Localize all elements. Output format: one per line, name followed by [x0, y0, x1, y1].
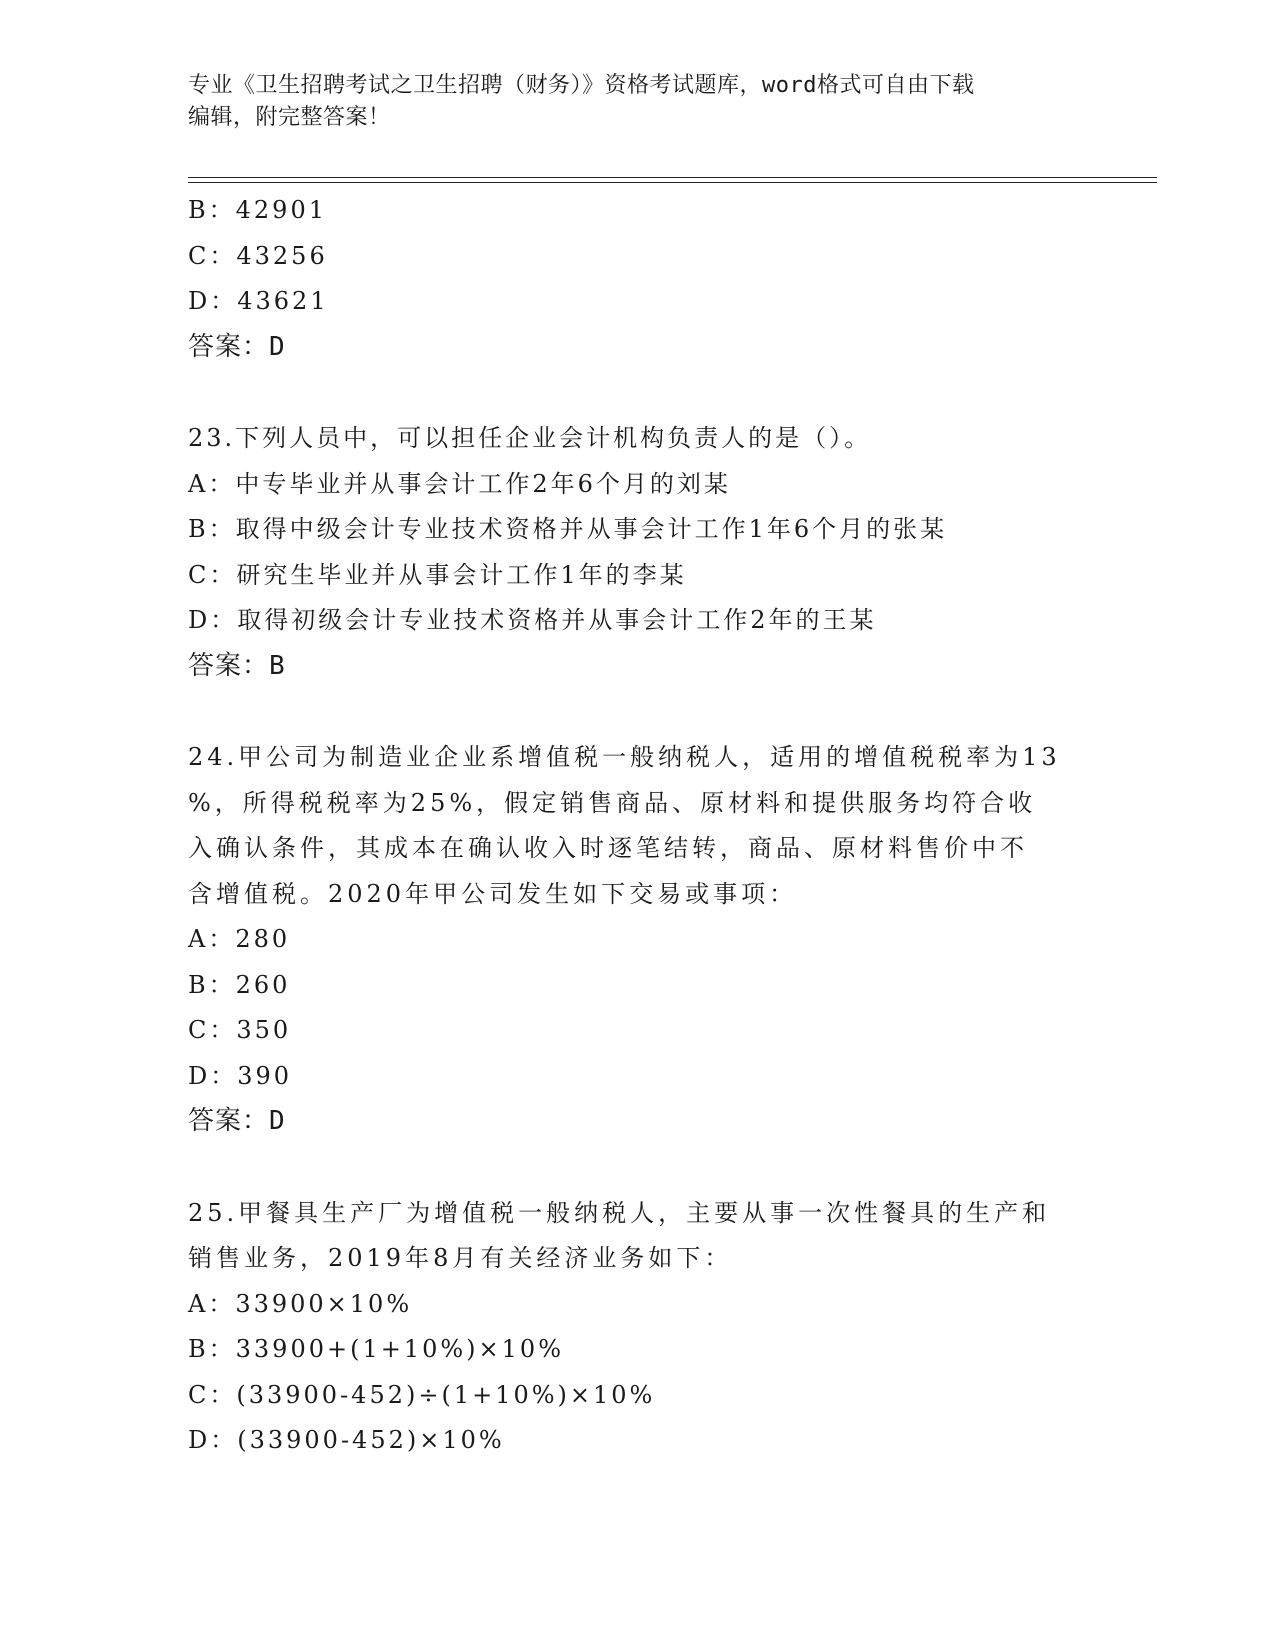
stem-line: %，所得税税率为25%，假定销售商品、原材料和提供服务均符合收 — [188, 788, 1037, 817]
spacer — [188, 370, 1088, 416]
question-stem: 23.下列人员中，可以担任企业会计机构负责人的是（）。 — [188, 424, 872, 452]
option-c: C：350 — [188, 1016, 292, 1044]
option-b: B：33900+(1+10%)×10% — [188, 1335, 564, 1363]
stem-line: 入确认条件，其成本在确认收入时逐笔结转，商品、原材料售价中不 — [188, 834, 1028, 862]
option-d: D：390 — [188, 1061, 293, 1090]
stem-line: 24.甲公司为制造业企业系增值税一般纳税人，适用的增值税税率为13 — [188, 743, 1061, 771]
question-25 — [188, 1191, 1088, 1464]
option-d: D：取得初级会计专业技术资格并从事会计工作2年的王某 — [188, 606, 877, 634]
header-divider-top — [188, 177, 1157, 178]
answer-line: 答案：D — [188, 331, 286, 362]
stem-line: 含增值税。2020年甲公司发生如下交易或事项： — [188, 879, 798, 908]
option-b: B：取得中级会计专业技术资格并从事会计工作1年6个月的张某 — [188, 515, 948, 543]
option-b: B：42901 — [188, 196, 327, 224]
option-c: C：(33900-452)÷(1+10%)×10% — [188, 1380, 656, 1409]
question-stem — [188, 735, 1088, 917]
header-divider-bottom — [188, 182, 1157, 183]
question-22 — [188, 188, 1088, 370]
option-a: A：280 — [188, 925, 291, 953]
option-a: A：中专毕业并从事会计工作2年6个月的刘某 — [188, 469, 731, 498]
stem-line: 25.甲餐具生产厂为增值税一般纳税人，主要从事一次性餐具的生产和 — [188, 1198, 1051, 1227]
question-stem — [188, 1191, 1088, 1282]
header-line-1: 专业《卫生招聘考试之卫生招聘（财务）》资格考试题库，word格式可自由下载 — [188, 73, 975, 98]
document-header — [188, 70, 1068, 134]
question-24 — [188, 735, 1088, 1145]
option-c: C：研究生毕业并从事会计工作1年的李某 — [188, 560, 687, 589]
question-23 — [188, 416, 1088, 689]
header-line-2: 编辑，附完整答案！ — [188, 105, 391, 130]
spacer — [188, 1145, 1088, 1191]
option-a: A：33900×10% — [188, 1289, 413, 1318]
answer-line: 答案：B — [188, 650, 286, 681]
option-d: D：(33900-452)×10% — [188, 1426, 505, 1454]
option-d: D：43621 — [188, 287, 329, 315]
option-c: C：43256 — [188, 241, 328, 270]
stem-line: 销售业务，2019年8月有关经济业务如下： — [188, 1244, 733, 1272]
option-b: B：260 — [188, 970, 291, 999]
spacer — [188, 689, 1088, 735]
question-content — [188, 188, 1088, 1464]
answer-line: 答案：D — [188, 1106, 286, 1136]
